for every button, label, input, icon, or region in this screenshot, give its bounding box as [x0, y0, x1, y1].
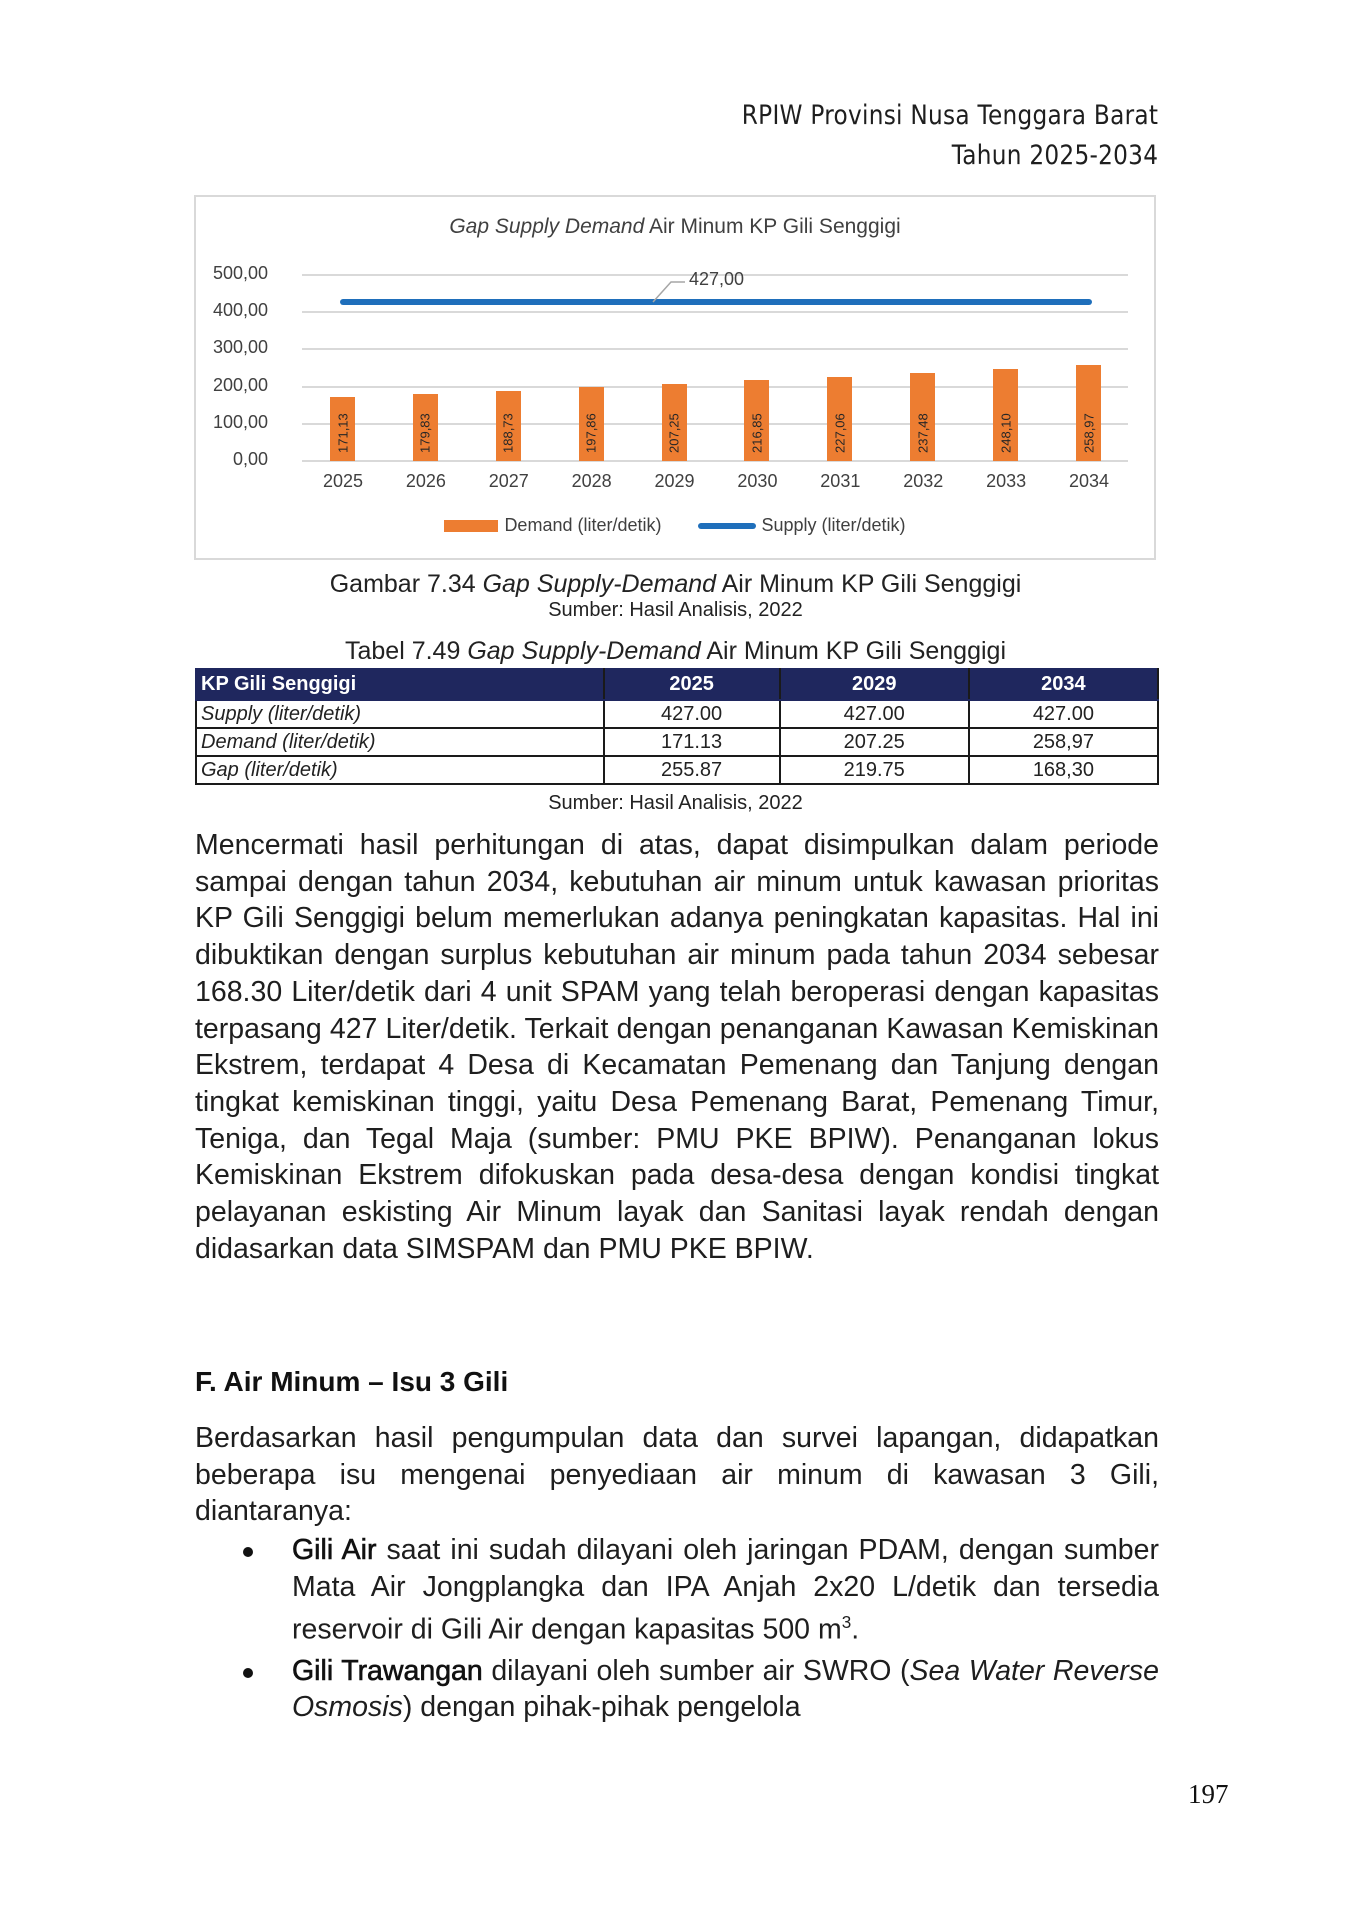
list-item-text: saat ini sudah dilayani oleh jaringan PDAM, dengan sumber Mata Air Jongplangka dan IPA Anjah 2x20 L/detik dan tersedia reservoir di Gili Air dengan kapasitas 500 m	[292, 1534, 1159, 1646]
y-axis-tick-label: 0,00	[232, 449, 268, 469]
section-heading: F. Air Minum – Isu 3 Gili	[195, 1366, 509, 1397]
y-axis-tick-label: 300,00	[212, 337, 268, 358]
table-cell: 255.87	[604, 756, 780, 784]
bar-value-label: 197,86	[583, 413, 599, 453]
table-row	[196, 756, 1158, 784]
table-header-cell: 2025	[604, 669, 780, 700]
legend-item-supply	[698, 515, 906, 536]
x-axis-tick-label: 2034	[1068, 471, 1110, 491]
table-cell: 427.00	[604, 700, 780, 728]
y-axis-tick-label: 200,00	[212, 374, 268, 395]
bullet-icon	[243, 1668, 253, 1678]
bullet-icon	[243, 1547, 253, 1557]
figure-caption-italic: Gap Supply-Demand	[482, 570, 717, 598]
y-axis-tick-label: 100,00	[212, 411, 268, 432]
table-header-cell: 2034	[969, 669, 1158, 700]
annotation-leader-icon	[651, 278, 691, 308]
chart-title-rest: Air Minum KP Gili Senggigi	[644, 215, 901, 238]
figure-caption-rest: Air Minum KP Gili Senggigi	[716, 570, 1022, 598]
legend-label-supply: Supply (liter/detik)	[761, 515, 906, 535]
chart-legend	[196, 515, 1154, 536]
table-caption	[0, 637, 1351, 666]
demand-bar	[413, 394, 438, 461]
bar-value-label: 188,73	[500, 413, 516, 453]
demand-bar	[1076, 365, 1101, 461]
table-cell: 427.00	[780, 700, 969, 728]
table-cell: 207.25	[780, 728, 969, 756]
demand-bar	[993, 369, 1018, 461]
demand-bar	[496, 391, 521, 461]
figure-caption-prefix: Gambar 7.34	[329, 570, 483, 598]
bar-value-label: 216,85	[749, 413, 765, 453]
list-item-end: ) dengan pihak-pihak pengelola	[402, 1691, 801, 1724]
supply-swatch-icon	[698, 523, 756, 529]
y-axis-tick-label: 500,00	[212, 263, 268, 283]
gap-table	[195, 668, 1159, 785]
chart-container	[194, 195, 1156, 560]
x-axis-tick-label: 2033	[986, 471, 1027, 491]
table-header-cell: 2029	[780, 669, 969, 700]
demand-bar	[662, 384, 687, 461]
x-axis-tick-label: 2028	[571, 471, 612, 491]
table-caption-rest: Air Minum KP Gili Senggigi	[700, 637, 1007, 665]
table-cell: 168,30	[969, 756, 1158, 784]
demand-bar	[744, 380, 769, 461]
body-paragraph: Mencermati hasil perhitungan di atas, dapat disimpulkan dalam periode sampai dengan tahun 2034, kebutuhan air minum untuk kawasan prioritas KP Gili Senggigi belum memerlukan adanya peningkatan kapasitas. Hal ini dibuktikan dengan surplus kebutuhan air minum pada tahun 2034 sebesar 168.30 Liter/detik dari 4 unit SPAM yang telah beroperasi dengan kapasitas terpasang 427 Liter/detik. Terkait dengan penanganan Kawasan Kemiskinan Ekstrem, terdapat 4 Desa di Kecamatan Pemenang dan Tanjung dengan tingkat kemiskinan tinggi, yaitu Desa Pemenang Barat, Pemenang Timur, Teniga, dan Tegal Maja (sumber: PMU PKE BPIW). Penanganan lokus Kemiskinan Ekstrem difokuskan pada desa-desa dengan kondisi tingkat pelayanan eskisting Air Minum layak dan Sanitasi layak rendah dengan didasarkan data SIMSPAM dan PMU PKE BPIW.	[195, 829, 1159, 1265]
gridline	[302, 348, 1128, 350]
list-item-term: Gili Air	[292, 1534, 377, 1566]
supply-line	[340, 299, 1092, 305]
bar-value-label: 207,25	[666, 413, 682, 453]
figure-caption	[0, 570, 1351, 599]
chart-title-italic: Gap Supply Demand	[449, 215, 645, 238]
table-header-cell: KP Gili Senggigi	[196, 669, 604, 700]
x-axis-tick-label: 2031	[820, 471, 861, 491]
legend-label-demand: Demand (liter/detik)	[504, 515, 662, 535]
chart-title	[196, 215, 1154, 239]
issue-list	[195, 1532, 1159, 1730]
demand-swatch-icon	[444, 520, 498, 532]
table-header-row	[196, 669, 1158, 700]
gridline	[302, 311, 1128, 313]
table-cell: Supply (liter/detik)	[196, 700, 604, 728]
table-cell: Demand (liter/detik)	[196, 728, 604, 756]
header-period: Tahun 2025-2034	[951, 140, 1158, 171]
bar-value-label: 171,13	[335, 413, 350, 453]
bar-value-label: 179,83	[417, 413, 433, 453]
y-axis-tick-label: 400,00	[212, 300, 268, 321]
demand-bar	[579, 387, 604, 461]
list-item-end: .	[851, 1613, 860, 1646]
table-cell: 219.75	[780, 756, 969, 784]
table-row	[196, 728, 1158, 756]
body-paragraph: Berdasarkan hasil pengumpulan data dan survei lapangan, didapatkan beberapa isu mengenai penyediaan air minum di kawasan 3 Gili, diantaranya:	[195, 1422, 1159, 1528]
table-caption-italic: Gap Supply-Demand	[467, 637, 701, 665]
bar-value-label: 248,10	[998, 413, 1014, 453]
page-number: 197	[1188, 1779, 1229, 1809]
bar-value-label: 227,06	[832, 413, 848, 453]
x-axis-tick-label: 2030	[737, 471, 778, 491]
table-cell: 427.00	[969, 700, 1158, 728]
table-caption-prefix: Tabel 7.49	[344, 637, 468, 665]
document-header	[742, 96, 1158, 176]
table-cell: 171.13	[604, 728, 780, 756]
bar-value-label: 258,97	[1081, 413, 1096, 453]
x-axis-tick-label: 2029	[654, 471, 695, 491]
x-axis-tick-label: 2027	[488, 471, 529, 491]
x-axis-tick-label: 2026	[405, 471, 446, 491]
list-item-text: dilayani oleh sumber air SWRO (	[482, 1654, 910, 1687]
supply-value-annotation: 427,00	[689, 269, 745, 290]
x-axis-tick-label: 2032	[903, 471, 944, 491]
table-row	[196, 700, 1158, 728]
figure-source: Sumber: Hasil Analisis, 2022	[548, 599, 803, 621]
table-cell: Gap (liter/detik)	[196, 756, 604, 784]
superscript: 3	[841, 1613, 852, 1633]
list-item-italic: Sea Water Reverse Osmosis	[292, 1654, 1159, 1724]
table-source: Sumber: Hasil Analisis, 2022	[548, 792, 803, 814]
list-item-term: Gili Trawangan	[292, 1654, 483, 1687]
legend-item-demand	[444, 515, 661, 536]
demand-bar	[827, 377, 852, 461]
list-item	[195, 1653, 1159, 1726]
header-title: RPIW Provinsi Nusa Tenggara Barat	[741, 100, 1158, 131]
x-axis-tick-label: 2025	[322, 471, 364, 491]
list-item	[195, 1532, 1159, 1649]
demand-bar	[330, 397, 355, 461]
bar-value-label: 237,48	[915, 413, 931, 453]
demand-bar	[910, 373, 935, 461]
table-cell: 258,97	[969, 728, 1158, 756]
